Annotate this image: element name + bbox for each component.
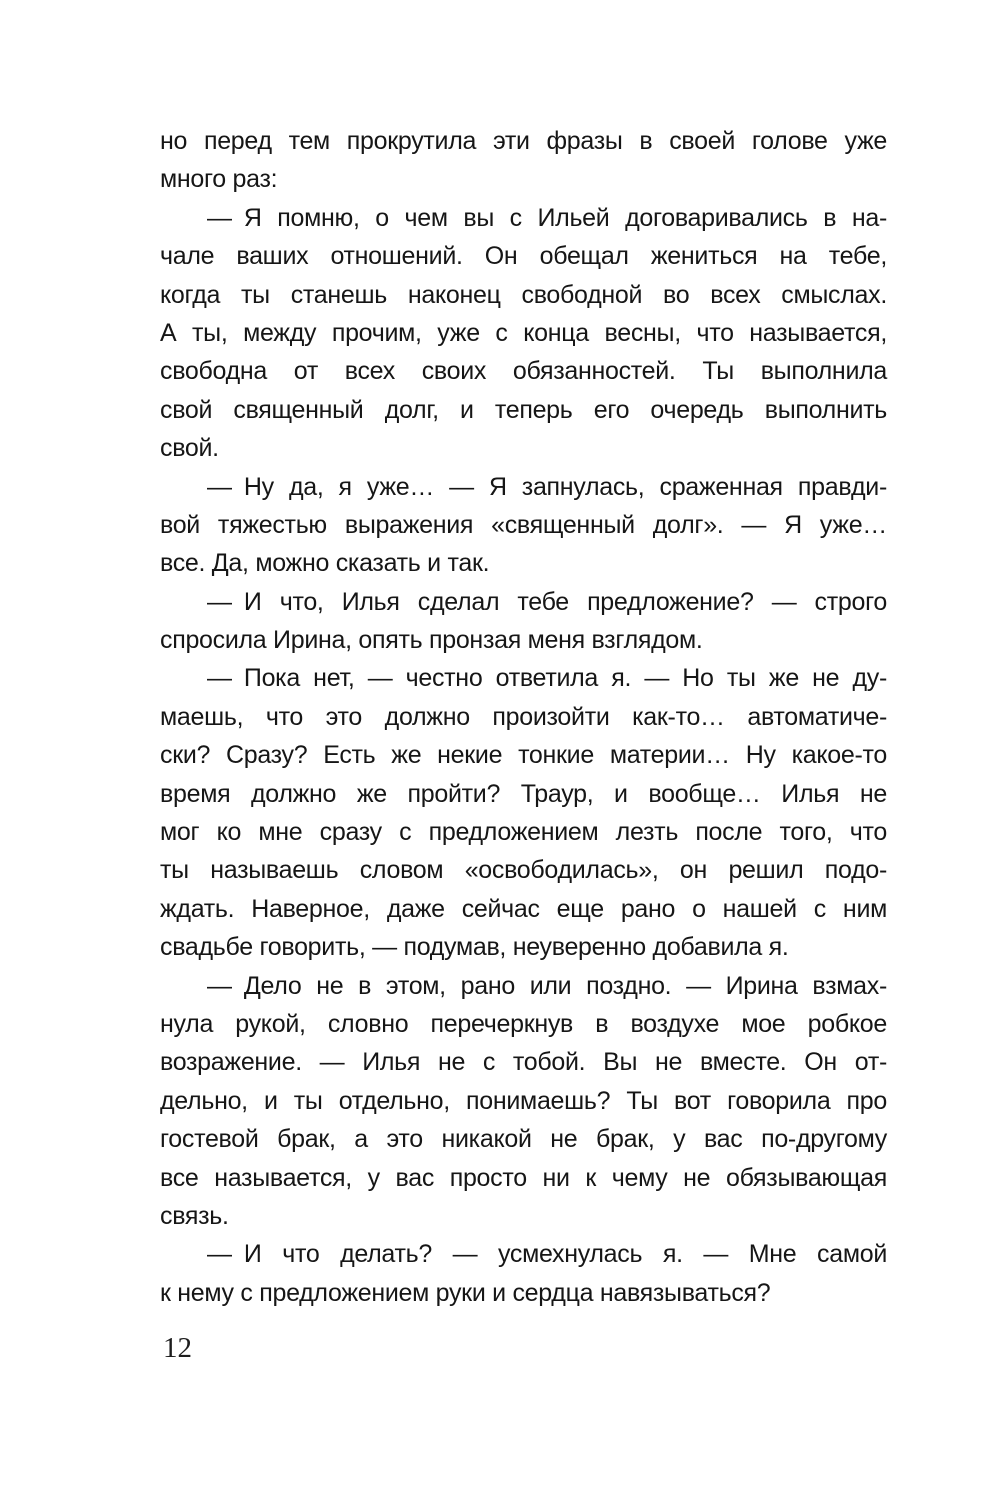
text-line: вой тяжестью выражения «священный долг». — Я уже…	[160, 510, 887, 539]
text-line: — И что, Илья сделал тебе предложение? — строго	[207, 587, 887, 616]
text-line: — Пока нет, — честно ответила я. — Но ты же не ду-	[207, 664, 887, 693]
paragraph	[160, 967, 887, 1236]
text-line: свой.	[160, 434, 219, 463]
paragraph	[160, 468, 887, 583]
text-line: мог ко мне сразу с предложением лезть после того, что	[160, 818, 887, 847]
text-line: связь.	[160, 1201, 229, 1230]
text-line: А ты, между прочим, уже с конца весны, что называется,	[160, 318, 887, 347]
text-line: — И что делать? — усмехнулась я. — Мне самой	[207, 1240, 887, 1269]
text-line: спросила Ирина, опять пронзая меня взглядом.	[160, 626, 703, 655]
text-line: нула рукой, словно перечеркнув в воздухе мое робкое	[160, 1009, 887, 1038]
text-line: много раз:	[160, 165, 278, 194]
text-line: к нему с предложением руки и сердца навязываться?	[160, 1278, 771, 1307]
text-line: — Я помню, о чем вы с Ильей договаривались в на-	[207, 203, 887, 232]
text-line: но перед тем прокрутила эти фразы в своей голове уже	[160, 127, 887, 155]
text-line: — Ну да, я уже… — Я запнулась, сраженная правди-	[207, 472, 887, 501]
page-number: 12	[163, 1332, 192, 1364]
text-line: ски? Сразу? Есть же некие тонкие материи… Ну какое-то	[160, 741, 887, 770]
book-text-block	[160, 122, 887, 1312]
text-line: ты называешь словом «освободилась», он решил подо-	[160, 856, 887, 885]
text-line: все. Да, можно сказать и так.	[160, 549, 490, 578]
text-line: свой священный долг, и теперь его очередь выполнить	[160, 395, 887, 424]
text-line: дельно, и ты отдельно, понимаешь? Ты вот говорила про	[160, 1086, 887, 1115]
text-line: маешь, что это должно произойти как-то… автоматиче-	[160, 702, 887, 731]
paragraph	[160, 1235, 887, 1312]
text-line: чале ваших отношений. Он обещал жениться на тебе,	[160, 242, 887, 271]
paragraph	[160, 199, 887, 468]
text-line: все называется, у вас просто ни к чему не обязывающая	[160, 1163, 887, 1192]
text-line: возражение. — Илья не с тобой. Вы не вместе. Он от-	[160, 1048, 887, 1077]
paragraph	[160, 659, 887, 966]
text-line: время должно же пройти? Траур, и вообще… Илья не	[160, 779, 887, 808]
text-line: когда ты станешь наконец свободной во всех смыслах.	[160, 280, 887, 309]
paragraph	[160, 122, 887, 199]
paragraph	[160, 583, 887, 660]
text-line: свадьбе говорить, — подумав, неуверенно добавила я.	[160, 933, 789, 962]
text-line: свободна от всех своих обязанностей. Ты выполнила	[160, 357, 887, 386]
text-line: гостевой брак, а это никакой не брак, у вас по-другому	[160, 1125, 887, 1154]
text-line: — Дело не в этом, рано или поздно. — Ирина взмах-	[207, 971, 887, 1000]
text-line: ждать. Наверное, даже сейчас еще рано о нашей с ним	[160, 894, 887, 923]
